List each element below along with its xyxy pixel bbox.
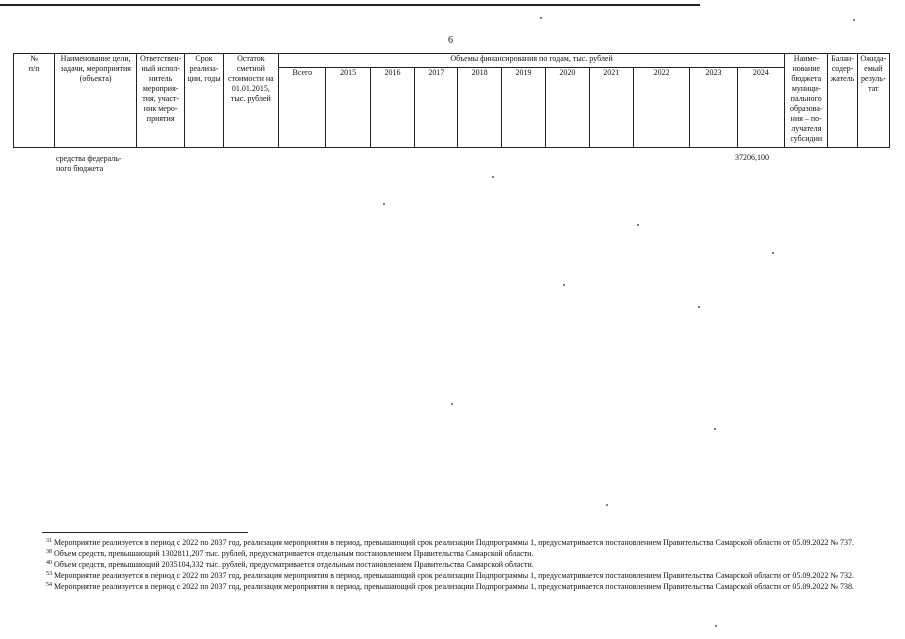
scan-speck <box>715 625 717 627</box>
header-funding: Объемы финансирования по годам, тыс. рублей <box>279 54 785 68</box>
scan-speck <box>637 224 639 226</box>
header-year-2023: 2023 <box>690 68 737 148</box>
footnote-separator <box>42 532 248 533</box>
footnote-marker: 31 <box>46 538 52 544</box>
scan-speck <box>714 428 716 430</box>
header-year-2024: 2024 <box>737 68 784 148</box>
header-year-2015: 2015 <box>326 68 370 148</box>
scan-speck <box>540 17 542 19</box>
header-year-2019: 2019 <box>501 68 545 148</box>
footnotes <box>46 538 876 593</box>
scan-speck <box>492 176 494 178</box>
scan-speck <box>853 19 855 21</box>
footnote-text: Мероприятие реализуется в период с 2022 по 2037 год, реализация мероприятия в период, превышающий срок реализации Подпрограммы 1, предусматривается постановлением Правительства Самарской области от 05.09.2022 № 737. <box>54 538 855 547</box>
header-year-2017: 2017 <box>415 68 458 148</box>
scan-speck <box>383 203 385 205</box>
footnote-text: Объем средств, превышающий 2035104,332 тыс. рублей, предусматривается отдельным постановлением Правительства Самарской области. <box>54 560 534 569</box>
header-holder: Балан-содер-жатель <box>828 54 857 148</box>
footnote-text: Мероприятие реализуется в период с 2022 по 2037 год, реализация мероприятия в период, превышающий срок реализации Подпрограммы 1, предусматривается постановлением Правительства Самарской области от 05.09.2022 № 732. <box>54 571 855 580</box>
header-year-2020: 2020 <box>546 68 589 148</box>
page-number: 6 <box>448 35 453 46</box>
header-balance: Остаток сметной стоимости на 01.01.2015, тыс. рублей <box>223 54 278 148</box>
row-funding-source: средства федераль- ного бюджета <box>56 154 122 173</box>
footnote <box>46 538 876 548</box>
scan-speck <box>451 403 453 405</box>
footnote-marker: 40 <box>46 560 52 566</box>
footnote-text: Объем средств, превышающий 1302811,207 тыс. рублей, предусматривается отдельным постановлением Правительства Самарской области. <box>54 549 534 558</box>
header-total: Всего <box>279 68 326 148</box>
row-amount: 37206,100 <box>735 153 769 162</box>
header-term: Срок реализа-ции, годы <box>185 54 223 148</box>
footnote <box>46 571 876 581</box>
footnote-marker: 54 <box>46 582 52 588</box>
footnote-marker: 38 <box>46 549 52 555</box>
scan-speck <box>606 504 608 506</box>
header-year-2018: 2018 <box>458 68 501 148</box>
header-year-2021: 2021 <box>589 68 633 148</box>
header-responsible: Ответствен-ный испол-нитель мероприя-тия, участ-ник меро-приятия <box>136 54 184 148</box>
scan-speck <box>698 306 700 308</box>
header-year-2016: 2016 <box>370 68 414 148</box>
footnote-text: Мероприятие реализуется в период с 2022 по 2037 год, реализация мероприятия в период, превышающий срок реализации Подпрограммы 1, предусматривается постановлением Правительства Самарской области от 05.09.2022 № 738. <box>54 582 855 591</box>
financing-table <box>13 53 890 148</box>
footnote <box>46 582 876 592</box>
header-budget: Наиме-нование бюджета муници-пального образова-ния – по-лучателя субсидии <box>785 54 828 148</box>
footnote <box>46 549 876 559</box>
scan-speck <box>772 252 774 254</box>
header-name: Наименование цели, задачи, мероприятия (объекта) <box>55 54 137 148</box>
header-result: Ожида-емый резуль-тат <box>857 54 889 148</box>
scan-speck <box>563 284 565 286</box>
header-num: № п/п <box>14 54 55 148</box>
header-year-2022: 2022 <box>633 68 689 148</box>
top-border-line <box>0 4 700 6</box>
footnote-marker: 53 <box>46 571 52 577</box>
footnote <box>46 560 876 570</box>
